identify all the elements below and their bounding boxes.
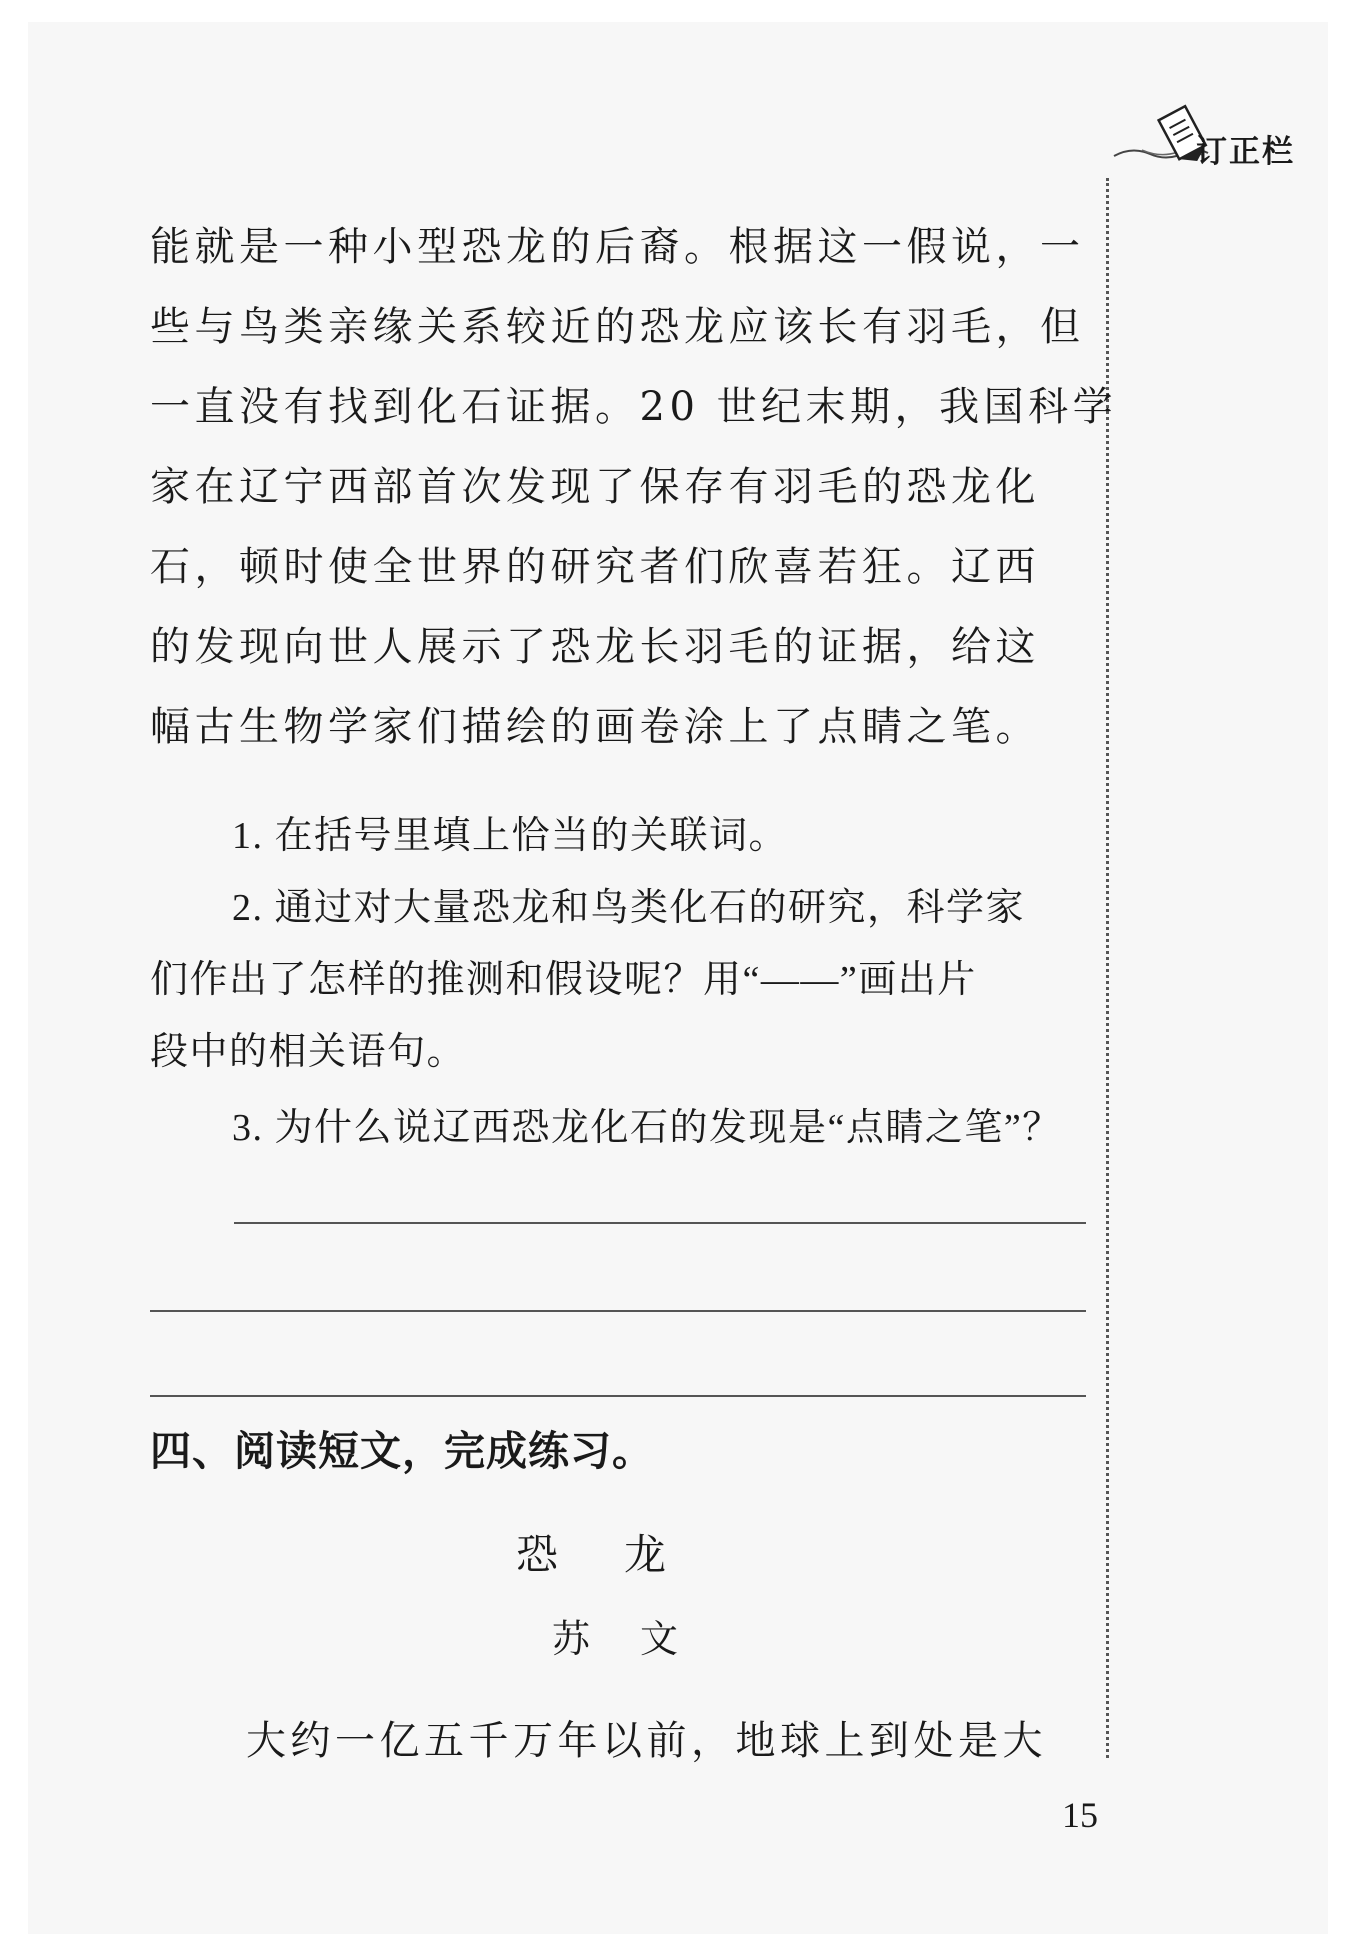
question-3: 3. 为什么说辽西恐龙化石的发现是“点睛之笔”？ — [232, 1107, 1062, 1149]
essay-first-line: 大约一亿五千万年以前，地球上到处是大 — [246, 1718, 1047, 1764]
essay-title: 恐龙 — [516, 1530, 733, 1579]
answer-line[interactable] — [150, 1395, 1086, 1397]
answer-line[interactable] — [234, 1222, 1086, 1224]
essay-author: 苏文 — [552, 1617, 729, 1661]
passage-line: 些与鸟类亲缘关系较近的恐龙应该长有羽毛，但 — [150, 304, 1085, 350]
question-2-line-1: 2. 通过对大量恐龙和鸟类化石的研究，科学家 — [232, 887, 1026, 929]
section-heading: 四、阅读短文，完成练习。 — [150, 1427, 654, 1475]
passage-line: 幅古生物学家们描绘的画卷涂上了点睛之笔。 — [150, 704, 1040, 750]
passage-line: 能就是一种小型恐龙的后裔。根据这一假说，一 — [150, 224, 1085, 270]
passage-line: 家在辽宁西部首次发现了保存有羽毛的恐龙化 — [150, 464, 1040, 510]
correction-column-header — [1112, 100, 1327, 170]
question-2-line-3: 段中的相关语句。 — [150, 1031, 467, 1073]
question-1: 1. 在括号里填上恰当的关联词。 — [232, 815, 789, 857]
passage-line: 一直没有找到化石证据。20 世纪末期，我国科学 — [150, 384, 1118, 430]
passage-line: 石，顿时使全世界的研究者们欣喜若狂。辽西 — [150, 544, 1040, 590]
answer-line[interactable] — [150, 1310, 1086, 1312]
correction-column-label: 订正栏 — [1196, 134, 1295, 170]
passage-line: 的发现向世人展示了恐龙长羽毛的证据，给这 — [150, 624, 1040, 670]
question-2-line-2: 们作出了怎样的推测和假设呢？用“——”画出片 — [150, 959, 977, 1001]
page-number: 15 — [1062, 1795, 1098, 1835]
